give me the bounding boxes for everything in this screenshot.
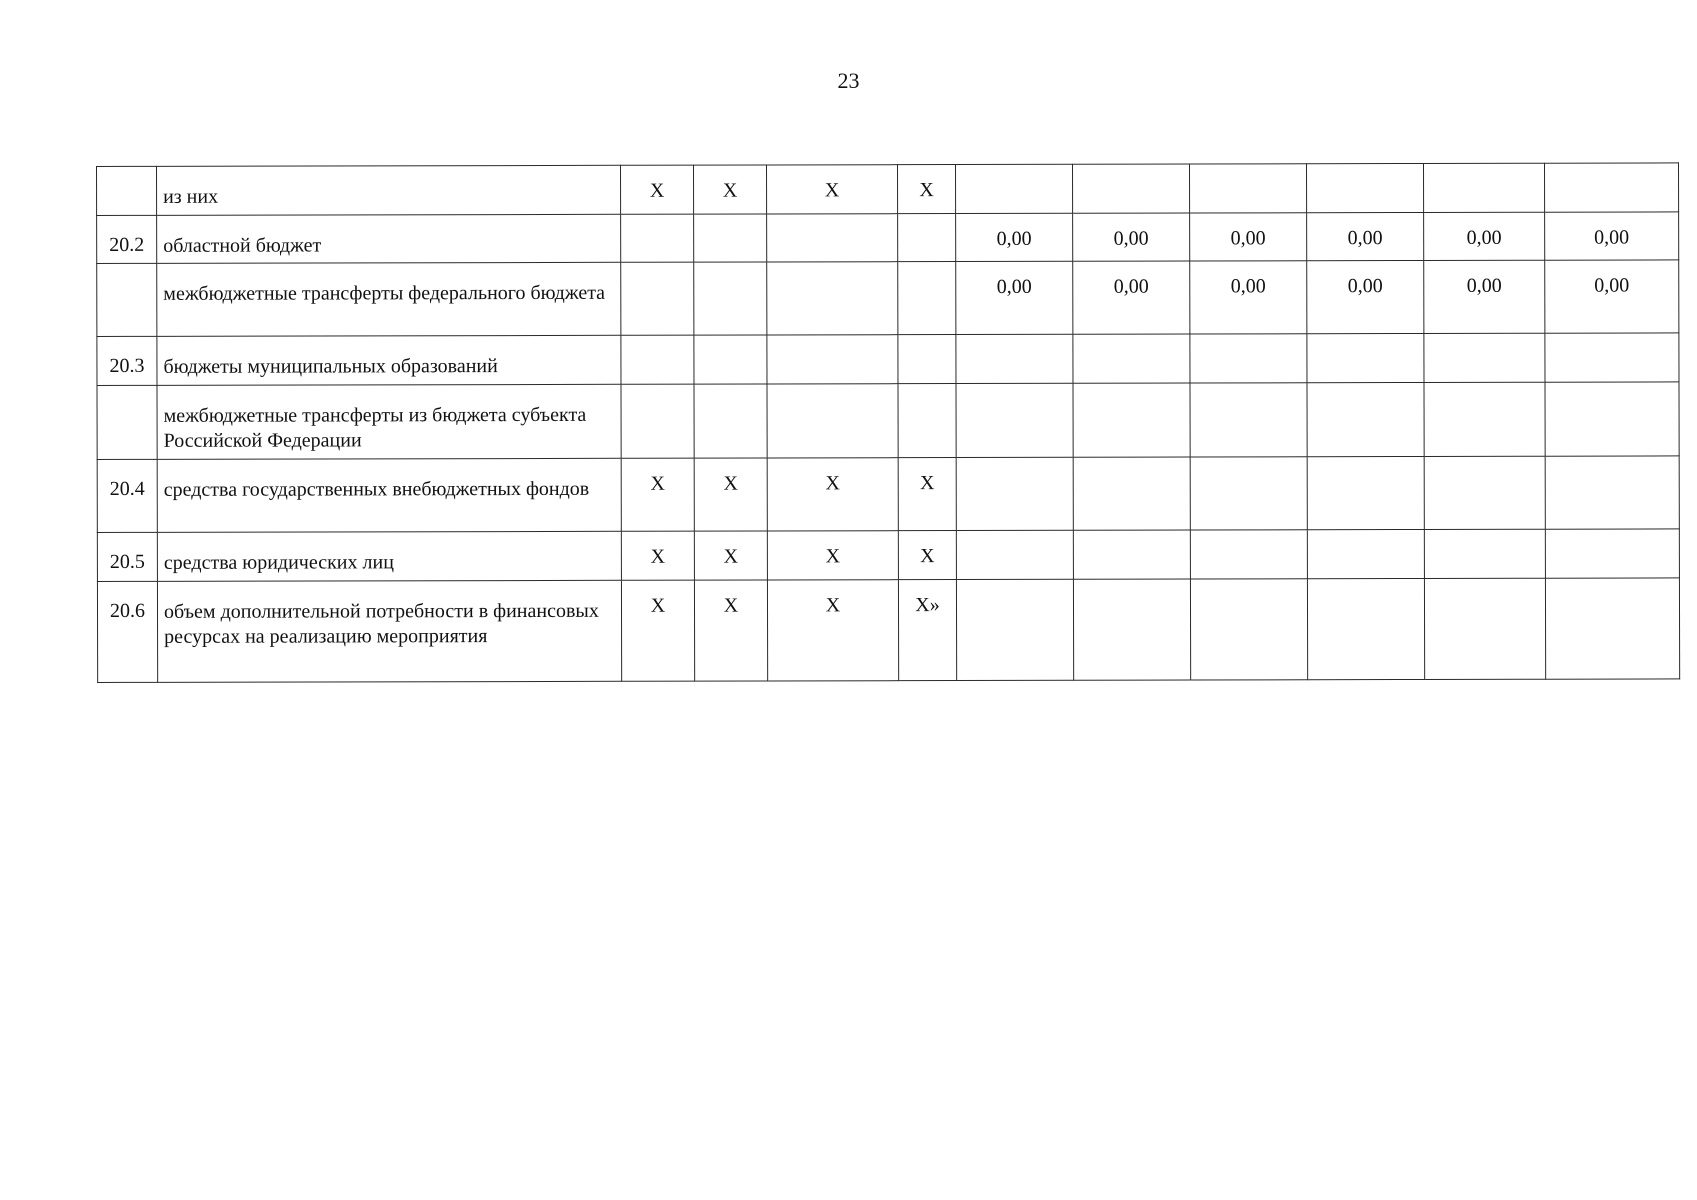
value-cell [1190,334,1307,383]
value-cell: 0,00 [956,213,1073,262]
row-number: 20.3 [97,337,157,386]
row-number: 20.5 [97,532,157,581]
row-number: 20.2 [97,215,157,264]
table-row [97,333,1679,385]
mark-cell: X [897,165,955,214]
value-cell [1073,579,1190,680]
mark-cell: X [621,458,694,531]
mark-cell [694,262,767,335]
mark-cell [898,213,956,262]
value-cell: 0,00 [1073,261,1190,334]
mark-cell: X [694,458,767,531]
row-number: 20.4 [97,459,157,532]
mark-cell: X [621,531,694,580]
budget-table [96,162,1680,682]
value-cell [1307,578,1424,679]
value-cell [1424,456,1545,529]
row-label: межбюджетные трансферты из бюджета субъекта Российской Федерации [157,384,621,459]
table-row [97,163,1679,215]
value-cell [956,530,1073,579]
page-number: 23 [837,68,860,93]
row-number [97,385,157,459]
value-cell [1545,333,1679,382]
table-row [97,577,1679,682]
value-cell [1545,577,1679,678]
value-cell [1545,456,1679,529]
value-cell: 0,00 [1545,260,1679,333]
mark-cell [898,262,956,335]
mark-cell [694,384,767,458]
value-cell: 0,00 [1190,212,1307,261]
value-cell [1307,382,1424,456]
value-cell [1544,163,1678,212]
row-label: из них [157,165,621,215]
mark-cell: X [621,580,694,681]
value-cell: 0,00 [1307,212,1424,261]
value-cell [1307,334,1424,383]
mark-cell [621,214,694,263]
value-cell [1424,529,1545,578]
value-cell [956,383,1073,457]
value-cell [1073,457,1190,530]
value-cell [1545,529,1679,578]
value-cell [956,334,1073,383]
value-cell [1190,530,1307,579]
mark-cell [621,262,694,335]
row-label: межбюджетные трансферты федерального бюджета [157,262,621,336]
mark-cell [898,383,956,457]
value-cell [1306,163,1423,212]
table-row [97,260,1679,337]
row-number [97,166,157,215]
mark-cell: X [693,165,766,214]
value-cell [1073,530,1190,579]
value-cell [1072,164,1189,213]
mark-cell: X [898,458,956,531]
mark-cell: X [898,531,956,580]
value-cell [1190,578,1307,679]
value-cell [1307,529,1424,578]
table-row [97,529,1679,581]
value-cell [1424,382,1545,456]
mark-cell: X [767,531,898,580]
value-cell: 0,00 [1545,212,1679,261]
mark-cell: X [620,165,693,214]
row-number: 20.6 [97,581,157,682]
mark-cell [621,384,694,458]
value-cell [1545,382,1679,456]
value-cell [1190,383,1307,457]
mark-cell [621,335,694,384]
value-cell [1073,383,1190,457]
mark-cell [694,335,767,384]
value-cell [1424,578,1545,679]
value-cell [1189,164,1306,213]
value-cell: 0,00 [1424,260,1545,333]
table-row [97,382,1679,460]
mark-cell: X [694,531,767,580]
value-cell: 0,00 [956,261,1073,334]
mark-cell: X [694,580,767,681]
value-cell: 0,00 [1307,261,1424,334]
mark-cell [767,213,898,262]
mark-cell [767,262,898,335]
value-cell: 0,00 [1073,213,1190,262]
row-label: бюджеты муниципальных образований [157,335,621,385]
value-cell [1073,334,1190,383]
value-cell [956,457,1073,530]
row-label: средства юридических лиц [157,531,621,581]
mark-cell [694,214,767,263]
value-cell [1424,333,1545,382]
value-cell: 0,00 [1424,212,1545,261]
table-row [97,212,1679,264]
mark-cell: X [767,579,898,680]
mark-cell: X» [898,579,956,680]
mark-cell: X [766,165,897,214]
value-cell [1423,163,1544,212]
row-label: средства государственных внебюджетных фондов [157,458,621,532]
value-cell: 0,00 [1190,261,1307,334]
table-row [97,456,1679,533]
row-number [97,264,157,337]
mark-cell [767,383,898,457]
mark-cell: X [767,458,898,531]
value-cell [955,164,1072,213]
value-cell [956,579,1073,680]
value-cell [1307,456,1424,529]
value-cell [1190,457,1307,530]
mark-cell [767,335,898,384]
mark-cell [898,335,956,384]
row-label: областной бюджет [157,214,621,264]
row-label: объем дополнительной потребности в финансовых ресурсах на реализацию мероприятия [157,580,621,682]
